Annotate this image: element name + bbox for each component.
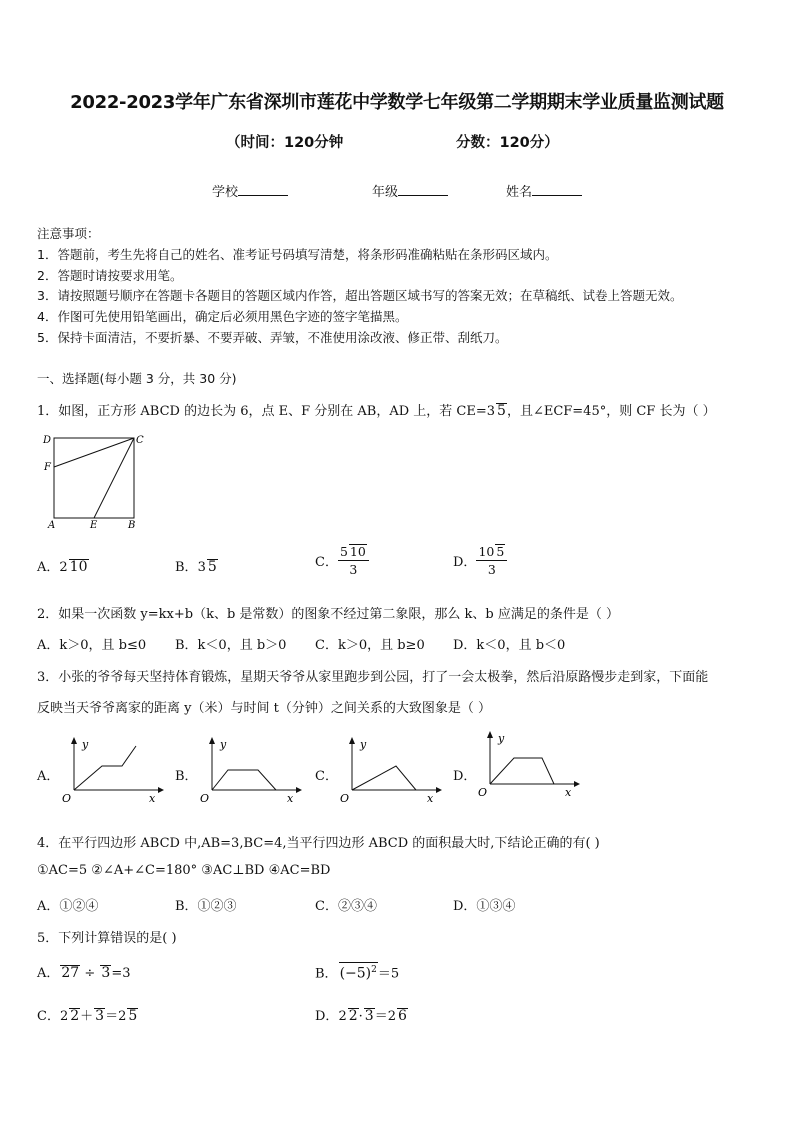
notice-item-1: 1．答题前，考生先将自己的姓名、准考证号码填写清楚，将条形码准确粘贴在条形码区域内。 [37, 247, 558, 262]
svg-text:y: y [82, 738, 89, 751]
svg-text:O: O [478, 786, 488, 799]
svg-text:y: y [360, 738, 367, 751]
q1-stem-b: ，且∠ECF=45°，则 CF 长为（ ） [506, 404, 716, 419]
q5-stem: 5．下列计算错误的是( ) [37, 931, 177, 946]
svg-text:x: x [565, 786, 572, 799]
svg-text:x: x [427, 792, 434, 805]
q3-option-c-label[interactable]: C． [315, 769, 338, 784]
school-blank[interactable] [238, 183, 288, 196]
q1-stem [37, 400, 716, 419]
q2-stem: 2．如果一次函数 y=kx+b（k、b 是常数）的图象不经过第二象限，那么 k、b 应满足的条件是（ ） [37, 607, 619, 622]
name-field[interactable] [506, 181, 582, 200]
svg-text:O: O [62, 792, 72, 805]
name-label: 姓名 [506, 185, 533, 200]
q5-option-c[interactable]: C．2 2＋ 3＝2 5 [37, 1008, 138, 1024]
grade-label: 年级 [372, 185, 399, 200]
label-B: B [128, 520, 136, 531]
label-E: E [90, 520, 98, 531]
q2-option-b[interactable]: B．k＜0，且 b＞0 [175, 638, 287, 653]
page-title: 2022-2023学年广东省深圳市莲花中学数学七年级第二学期期末学业质量监测试题 [70, 92, 724, 113]
notice-item-5: 5．保持卡面清洁，不要折暴、不要弄破、弄皱，不准使用涂改液、修正带、刮纸刀。 [37, 330, 508, 345]
q4-option-b[interactable]: B．①②③ [175, 899, 237, 914]
notice-item-4: 4．作图可先使用铅笔画出，确定后必须用黑色字迹的签字笔描黑。 [37, 309, 408, 324]
q3-option-a-label[interactable]: A． [37, 769, 60, 784]
q1-square-figure [40, 430, 150, 532]
q2-option-d[interactable]: D．k＜0，且 b＜0 [453, 638, 566, 653]
q3-stem-line2: 反映当天爷爷离家的距离 y（米）与时间 t（分钟）之间关系的大致图象是（ ） [37, 701, 491, 716]
q4-option-c[interactable]: C．②③④ [315, 899, 377, 914]
name-blank[interactable] [532, 183, 582, 196]
notice-item-2: 2．答题时请按要求用笔。 [37, 268, 183, 283]
svg-text:x: x [149, 792, 156, 805]
label-C: C [136, 435, 144, 446]
svg-text:O: O [340, 792, 350, 805]
q3-stem-line1: 3．小张的爷爷每天坚持体育锻炼，星期天爷爷从家里跑步到公园，打了一会太极拳，然后沿原路慢步走到家，下面能 [37, 670, 709, 685]
q4-option-d[interactable]: D．①③④ [453, 899, 516, 914]
q3-graph-d [474, 728, 584, 800]
svg-text:y: y [498, 732, 505, 745]
svg-text:O: O [200, 792, 210, 805]
q1-option-d[interactable]: D． $\frac{10 5}{3}$ [453, 544, 507, 577]
q5-option-d[interactable]: D．2 2· 3＝2 6 [315, 1008, 407, 1024]
q1-option-a[interactable]: A．2 10 [37, 559, 88, 575]
q3-graph-a [58, 734, 168, 806]
q1-option-b[interactable]: B．3 5 [175, 559, 217, 575]
q4-option-a[interactable]: A．①②④ [37, 899, 99, 914]
label-F: F [44, 462, 51, 473]
grade-blank[interactable] [398, 183, 448, 196]
q3-graph-b [196, 734, 306, 806]
q3-graph-c [336, 734, 446, 806]
q5-option-a[interactable]: A． 27 ÷ 3=3 [37, 965, 131, 981]
score-info: 分数：120分） [456, 135, 559, 151]
section-heading: 一、选择题(每小题 3 分，共 30 分) [37, 371, 237, 386]
notice-item-3: 3．请按照题号顺序在答题卡各题目的答题区域内作答，超出答题区域书写的答案无效；在草稿纸、试卷上答题无效。 [37, 288, 683, 303]
grade-field[interactable] [372, 181, 448, 200]
time-info: （时间：120分钟 [226, 135, 344, 151]
q4-conditions: ①AC=5 ②∠A+∠C=180° ③AC⊥BD ④AC=BD [37, 863, 331, 878]
q4-stem: 4．在平行四边形 ABCD 中,AB=3,BC=4,当平行四边形 ABCD 的面积最大时,下结论正确的有( ) [37, 836, 600, 851]
q5-option-b[interactable]: B． $(-5)^2=5$ [315, 962, 399, 981]
school-label: 学校 [212, 185, 239, 200]
school-field[interactable] [212, 181, 288, 200]
svg-text:y: y [220, 738, 227, 751]
q2-option-a[interactable]: A．k＞0，且 b≤0 [37, 638, 147, 653]
q3-option-d-label[interactable]: D． [453, 769, 477, 784]
svg-text:x: x [287, 792, 294, 805]
notice-heading: 注意事项： [37, 226, 100, 241]
q1-stem-a: 1．如图，正方形 ABCD 的边长为 6，点 E、F 分别在 AB，AD 上，若 CE=3 [37, 404, 496, 419]
q1-option-c[interactable]: C． $\frac{5 10}{3}$ [315, 544, 369, 577]
label-D: D [43, 435, 52, 446]
q2-option-c[interactable]: C．k＞0，且 b≥0 [315, 638, 425, 653]
label-A: A [48, 520, 56, 531]
q1-stem-radical: 5 [497, 403, 506, 419]
q3-option-b-label[interactable]: B． [175, 769, 198, 784]
